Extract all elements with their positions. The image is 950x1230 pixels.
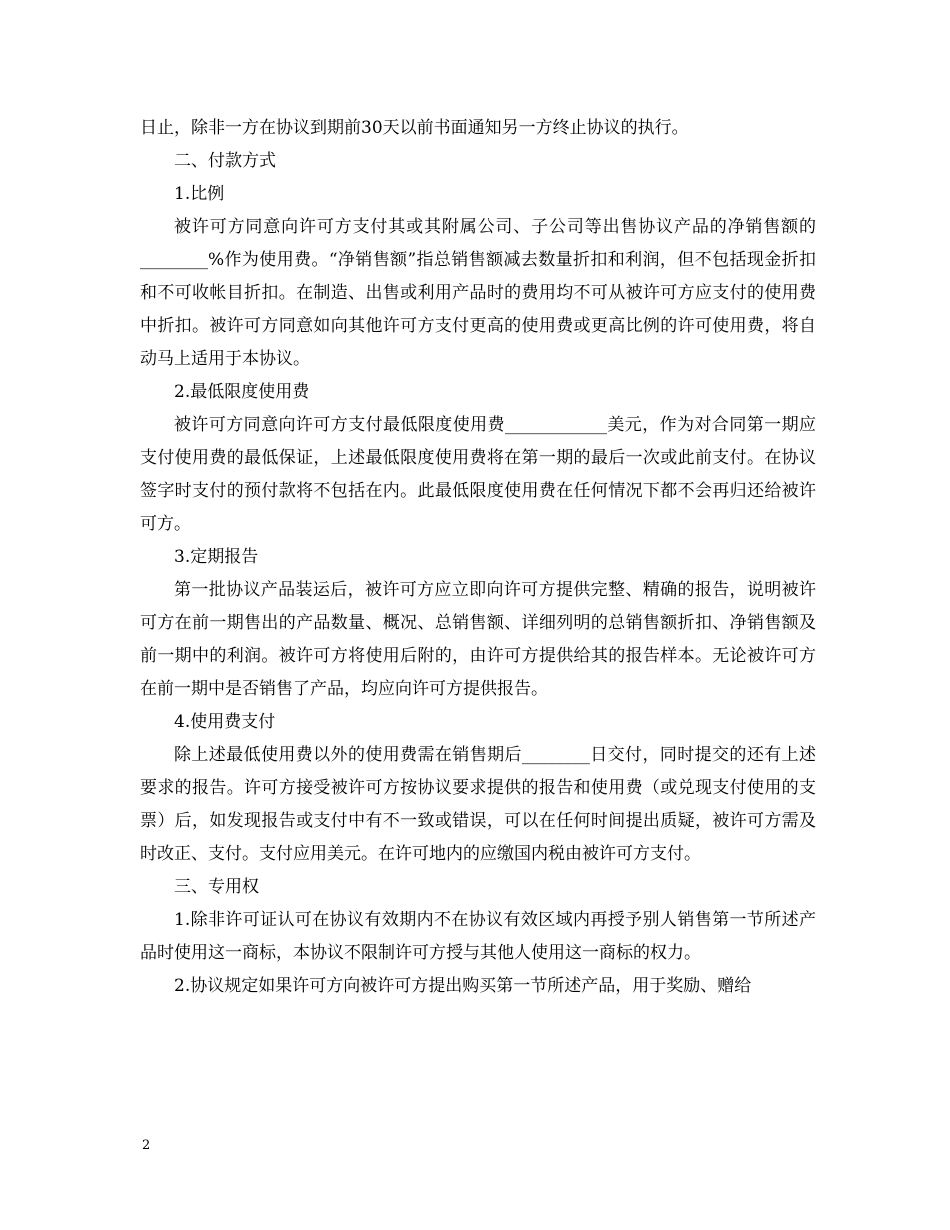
subheading-royalty-payment: 4.使用费支付 bbox=[174, 712, 276, 732]
subheading-minimum-royalty: 2.最低限度使用费 bbox=[174, 382, 310, 402]
page-number: 2 bbox=[142, 1138, 151, 1153]
paragraph-ratio: 被许可方同意向许可方支付其或其附属公司、子公司等出售协议产品的净销售额的________%作为使用费。“净销售额”指总销售额减去数量折扣和利润，但不包括现金折扣和不可收帐目折扣。在制造、出售或利用产品时的费用均不可从被许可方应支付的使用费中折扣。被许可方同意如向其他许可方支付更高的使用费或更高比例的许可使用费，将自动马上适用于本协议。 bbox=[140, 217, 816, 369]
subheading-periodic-report: 3.定期报告 bbox=[174, 547, 259, 567]
paragraph-minimum-royalty: 被许可方同意向许可方支付最低限度使用费____________美元，作为对合同第一期应支付使用费的最低保证，上述最低限度使用费将在第一期的最后一次或此前支付。在协议签字时支付的预付款将不包括在内。此最低限度使用费在任何情况下都不会再归还给被许可方。 bbox=[140, 415, 816, 534]
document-body bbox=[140, 112, 816, 1003]
paragraph-exclusive-rights-1: 1.除非许可证认可在协议有效期内不在协议有效区域内再授予别人销售第一节所述产品时使用这一商标，本协议不限制许可方授与其他人使用这一商标的权力。 bbox=[140, 910, 816, 963]
section-heading-exclusive-rights: 三、专用权 bbox=[174, 877, 259, 897]
subheading-ratio: 1.比例 bbox=[174, 184, 225, 204]
paragraph-exclusive-rights-2: 2.协议规定如果许可方向被许可方提出购买第一节所述产品，用于奖励、赠给 bbox=[174, 976, 752, 996]
paragraph-termination: 日止，除非一方在协议到期前30天以前书面通知另一方终止协议的执行。 bbox=[140, 118, 689, 138]
section-heading-payment: 二、付款方式 bbox=[174, 151, 276, 171]
paragraph-royalty-payment: 除上述最低使用费以外的使用费需在销售期后________日交付，同时提交的还有上述要求的报告。许可方接受被许可方按协议要求提供的报告和使用费（或兑现支付使用的支票）后，如发现报告或支付中有不一致或错误，可以在任何时间提出质疑，被许可方需及时改正、支付。支付应用美元。在许可地内的应缴国内税由被许可方支付。 bbox=[140, 745, 816, 864]
paragraph-periodic-report: 第一批协议产品装运后，被许可方应立即向许可方提供完整、精确的报告，说明被许可方在前一期售出的产品数量、概况、总销售额、详细列明的总销售额折扣、净销售额及前一期中的利润。被许可方将使用后附的，由许可方提供给其的报告样本。无论被许可方在前一期中是否销售了产品，均应向许可方提供报告。 bbox=[140, 580, 816, 699]
